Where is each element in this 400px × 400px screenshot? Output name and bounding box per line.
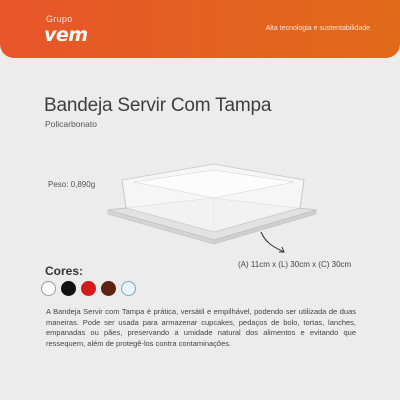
brand-logo: vem bbox=[44, 24, 88, 46]
header-banner bbox=[0, 0, 400, 58]
color-swatch-red bbox=[81, 281, 96, 296]
color-swatch-black bbox=[61, 281, 76, 296]
product-dimensions: (A) 11cm x (L) 30cm x (C) 30cm bbox=[238, 260, 352, 269]
product-description: A Bandeja Servir com Tampa é prática, versátil e empilhável, podendo ser utilizada de duas maneiras. Pode ser usada para armazenar cupcakes, pedaços de bolo, tortas, lanches, empanadas ou pães, preservando a umidade natural dos alimentos e evitando que ressequem, além de protegê-los contra contaminações. bbox=[46, 307, 356, 348]
tagline: Alta tecnologia e sustentabilidade bbox=[265, 25, 370, 32]
color-swatch-white bbox=[41, 281, 56, 296]
color-swatch-brown bbox=[101, 281, 116, 296]
product-material: Policarbonato bbox=[45, 119, 97, 129]
product-title: Bandeja Servir Com Tampa bbox=[44, 95, 272, 116]
product-weight: Peso: 0,890g bbox=[48, 180, 96, 189]
color-swatches bbox=[41, 281, 136, 296]
color-swatch-clear bbox=[121, 281, 136, 296]
curved-arrow-icon bbox=[258, 228, 288, 258]
colors-label: Cores: bbox=[45, 264, 84, 278]
brand-small: Grupo bbox=[46, 14, 73, 24]
